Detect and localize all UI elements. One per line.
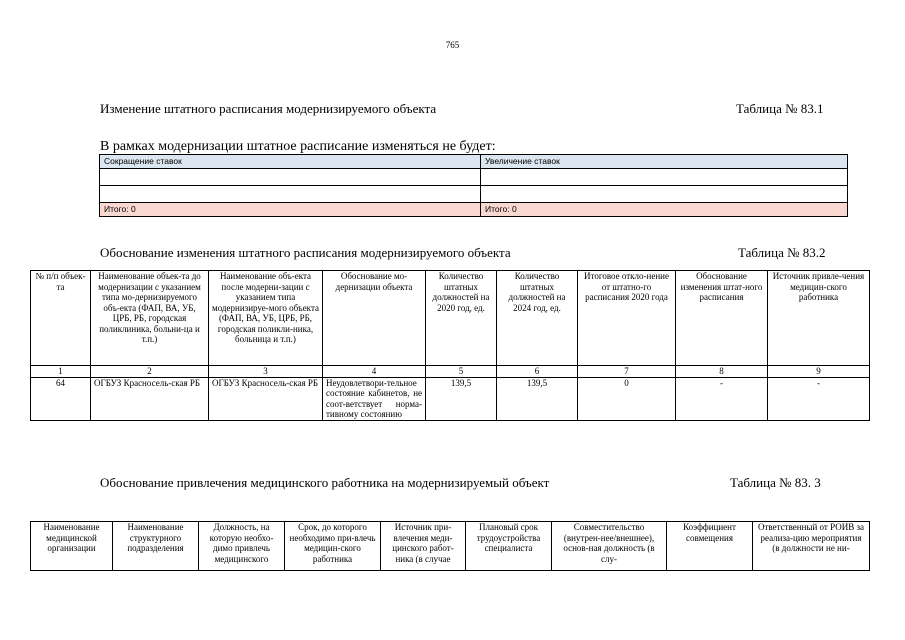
page-number: 765 xyxy=(445,40,460,50)
row-after: ОГБУЗ Красносель-ская РБ xyxy=(209,377,323,420)
header-coefficient: Коэффициент совмещения xyxy=(667,522,753,571)
col-number: 5 xyxy=(426,366,497,378)
header-position: Должность, на которую необхо-димо привлечь медицинского xyxy=(199,522,285,571)
section2-title: Обоснование изменения штатного расписания модернизируемого объекта xyxy=(100,245,511,260)
row-staff-2024: 139,5 xyxy=(497,377,578,420)
staffing-change-table xyxy=(99,154,848,217)
row-staff-2020: 139,5 xyxy=(426,377,497,420)
empty-cell xyxy=(481,186,848,203)
header-num: № п/п объек-та xyxy=(31,271,91,366)
empty-cell xyxy=(481,169,848,186)
header-deviation: Итоговое откло-нение от штатно-го расписания 2020 года xyxy=(578,271,676,366)
row-reason: Неудовлетвори-тельное состояние кабинетов, не соот-ветствует норма-тивному состоянию xyxy=(323,377,426,420)
header-organization: Наименование медицинской организации xyxy=(31,522,113,571)
col-number: 7 xyxy=(578,366,676,378)
header-increase: Увеличение ставок xyxy=(481,155,848,169)
header-planned-date: Плановый срок трудоустройства специалиста xyxy=(466,522,552,571)
row-deviation: 0 xyxy=(578,377,676,420)
header-justification: Обоснование изменения штат-ного расписания xyxy=(676,271,768,366)
header-deadline: Срок, до которого необходимо при-влечь медицин-ского работника xyxy=(285,522,381,571)
row-source: - xyxy=(768,377,870,420)
total-increase: Итого: 0 xyxy=(481,203,848,217)
header-reduction: Сокращение ставок xyxy=(100,155,481,169)
total-reduction: Итого: 0 xyxy=(100,203,481,217)
section1-title: Изменение штатного расписания модернизируемого объекта xyxy=(100,101,437,116)
header-source: Источник при-влечения меди-цинского работ-ника (в случае xyxy=(381,522,466,571)
section3-title: Обоснование привлечения медицинского работника на модернизируемый объект xyxy=(100,475,550,490)
section3-table-label: Таблица № 83. 3 xyxy=(730,475,821,490)
header-before: Наименование объек-та до модернизации с указанием типа мо-дернизируемого объ-екта (ФАП, ВА, УБ, ЦРБ, РБ, городская поликлиника, больни-ца и т.п.) xyxy=(91,271,209,366)
empty-cell xyxy=(100,169,481,186)
header-staff-2020: Количество штатных должностей на 2020 год, ед. xyxy=(426,271,497,366)
col-number: 3 xyxy=(209,366,323,378)
header-responsible: Ответственный от РОИВ за реализа-цию мероприятия (в должности не ни- xyxy=(753,522,870,571)
header-department: Наименование структурного подразделения xyxy=(113,522,199,571)
header-part-time: Совместительство (внутрен-нее/внешнее), основ-ная должность (в слу- xyxy=(552,522,667,571)
col-number: 8 xyxy=(676,366,768,378)
col-number: 6 xyxy=(497,366,578,378)
header-reason: Обоснование мо-дернизации объекта xyxy=(323,271,426,366)
row-justification: - xyxy=(676,377,768,420)
col-number: 9 xyxy=(768,366,870,378)
col-number: 1 xyxy=(31,366,91,378)
col-number: 2 xyxy=(91,366,209,378)
section2-table-label: Таблица № 83.2 xyxy=(738,245,826,260)
row-before: ОГБУЗ Красносель-ская РБ xyxy=(91,377,209,420)
staffing-justification-table xyxy=(30,270,870,421)
header-staff-2024: Количество штатных должностей на 2024 год, ед. xyxy=(497,271,578,366)
header-after: Наименование объ-екта после модерни-зации с указанием типа модернизируе-мого объекта (ФАП, ВА, УБ, ЦРБ, РБ, городская поликли-ника, больница и т.п.) xyxy=(209,271,323,366)
row-num: 64 xyxy=(31,377,91,420)
section1-table-label: Таблица № 83.1 xyxy=(736,101,824,116)
header-source: Источник привле-чения медицин-ского работника xyxy=(768,271,870,366)
table-row xyxy=(31,377,870,420)
worker-recruitment-table xyxy=(30,521,870,571)
section1-note: В рамках модернизации штатное расписание изменяться не будет: xyxy=(100,139,496,154)
empty-cell xyxy=(100,186,481,203)
col-number: 4 xyxy=(323,366,426,378)
